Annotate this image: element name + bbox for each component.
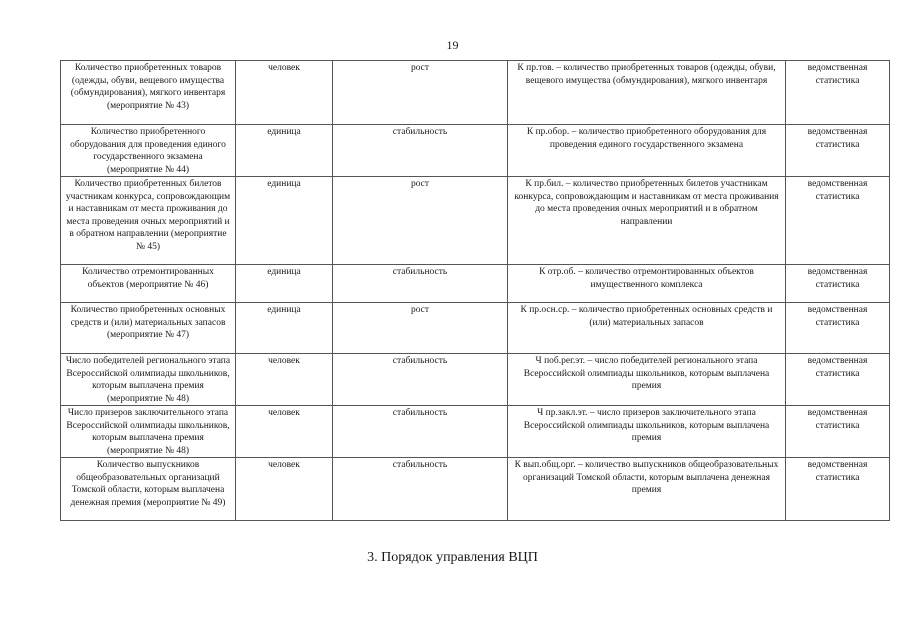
table-row [61,354,890,406]
formula-cell: К пр.обор. – количество приобретенного оборудования для проведения единого государственного экзамена [508,125,786,177]
trend-cell: стабильность [333,354,508,406]
formula-cell: Ч пр.закл.эт. – число призеров заключительного этапа Всероссийской олимпиады школьников, которым выплачена премия [508,406,786,458]
unit-cell: единица [236,125,333,177]
section-heading: 3. Порядок управления ВЦП [367,550,538,565]
formula-cell: Ч поб.рег.эт. – число победителей регионального этапа Всероссийской олимпиады школьников, которым выплачена премия [508,354,786,406]
indicator-name: Число призеров заключительного этапа Всероссийской олимпиады школьников, которым выплачена премия (мероприятие № 48) [61,406,236,458]
table-row [61,61,890,125]
formula-cell: К пр.тов. – количество приобретенных товаров (одежды, обуви, вещевого имущества (обмундирования), мягкого инвентаря [508,61,786,125]
unit-cell: человек [236,61,333,125]
source-cell: ведомственная статистика [786,265,890,303]
trend-cell: стабильность [333,458,508,521]
formula-cell: К пр.бил. – количество приобретенных билетов участникам конкурса, сопровождающим и наставникам от места проживания до места проведения очных мероприятий и в обратном направлении [508,177,786,265]
formula-cell: К пр.осн.ср. – количество приобретенных основных средств и (или) материальных запасов [508,303,786,354]
source-cell: ведомственная статистика [786,61,890,125]
formula-cell: К отр.об. – количество отремонтированных объектов имущественного комплекса [508,265,786,303]
unit-cell: человек [236,354,333,406]
table-row [61,177,890,265]
source-cell: ведомственная статистика [786,177,890,265]
source-cell: ведомственная статистика [786,125,890,177]
trend-cell: стабильность [333,406,508,458]
table-row [61,303,890,354]
source-cell: ведомственная статистика [786,406,890,458]
unit-cell: единица [236,303,333,354]
table-row [61,458,890,521]
indicator-name: Число победителей регионального этапа Всероссийской олимпиады школьников, которым выплачена премия (мероприятие № 48) [61,354,236,406]
source-cell: ведомственная статистика [786,458,890,521]
page-number: 19 [446,38,459,52]
indicator-name: Количество приобретенных билетов участникам конкурса, сопровождающим и наставникам от места проживания до места проведения очных мероприятий и в обратном направлении (мероприятие № 45) [61,177,236,265]
indicator-name: Количество приобретенных основных средств и (или) материальных запасов (мероприятие № 47) [61,303,236,354]
unit-cell: единица [236,265,333,303]
indicators-table [60,60,890,521]
trend-cell: рост [333,61,508,125]
source-cell: ведомственная статистика [786,354,890,406]
unit-cell: единица [236,177,333,265]
unit-cell: человек [236,406,333,458]
table-row [61,125,890,177]
table-row [61,265,890,303]
trend-cell: стабильность [333,265,508,303]
indicator-name: Количество выпускников общеобразовательных организаций Томской области, которым выплачена денежная премия (мероприятие № 49) [61,458,236,521]
unit-cell: человек [236,458,333,521]
indicator-name: Количество приобретенных товаров (одежды, обуви, вещевого имущества (обмундирования), мягкого инвентаря (мероприятие № 43) [61,61,236,125]
formula-cell: К вып.общ.орг. – количество выпускников общеобразовательных организаций Томской области, которым выплачена денежная премия [508,458,786,521]
table-row [61,406,890,458]
source-cell: ведомственная статистика [786,303,890,354]
trend-cell: рост [333,303,508,354]
trend-cell: стабильность [333,125,508,177]
indicator-name: Количество приобретенного оборудования для проведения единого государственного экзамена (мероприятие № 44) [61,125,236,177]
trend-cell: рост [333,177,508,265]
indicator-name: Количество отремонтированных объектов (мероприятие № 46) [61,265,236,303]
